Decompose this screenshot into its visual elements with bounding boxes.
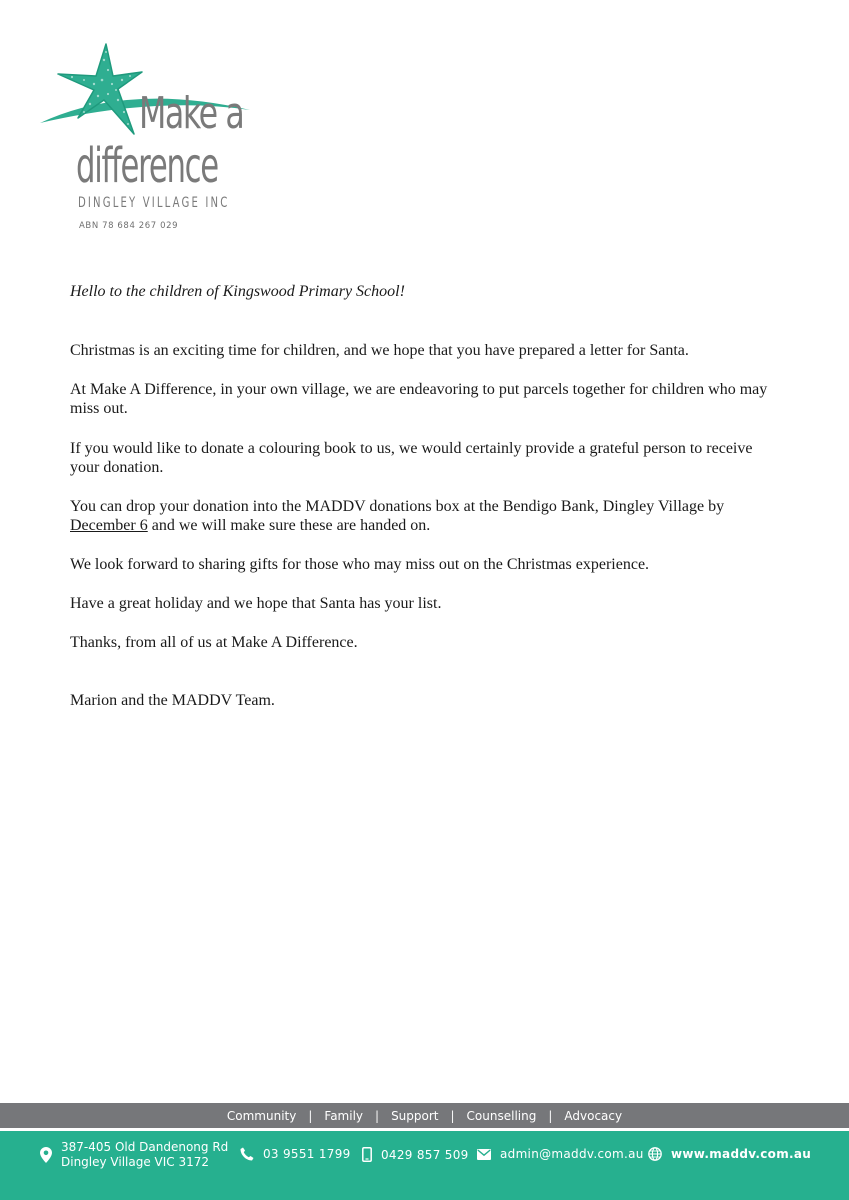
website-url: www.maddv.com.au — [671, 1147, 812, 1161]
paragraph-6: Have a great holiday and we hope that Santa has your list. — [70, 595, 442, 612]
greeting: Hello to the children of Kingswood Primary School! — [70, 283, 405, 300]
nav-separator: | — [375, 1108, 380, 1123]
mobile-number: 0429 857 509 — [381, 1147, 469, 1162]
paragraph-1: Christmas is an exciting time for children, and we hope that you have prepared a letter for Santa. — [70, 342, 689, 359]
paragraph-4 — [70, 497, 770, 535]
service-counselling: Counselling — [466, 1108, 537, 1123]
paragraph-7: Thanks, from all of us at Make A Difference. — [70, 634, 358, 651]
contact-email[interactable] — [477, 1147, 644, 1161]
paragraph-4-start: You can drop your donation into the MADDV donations box at the Bendigo Bank, Dingley Village by — [70, 498, 725, 515]
address-line-2: Dingley Village VIC 3172 — [61, 1155, 210, 1169]
nav-separator: | — [548, 1108, 553, 1123]
email-icon — [477, 1149, 491, 1160]
paragraph-5: We look forward to sharing gifts for those who may miss out on the Christmas experience. — [70, 556, 650, 573]
service-advocacy: Advocacy — [564, 1108, 623, 1123]
contact-phone[interactable] — [240, 1147, 351, 1161]
paragraph-4-end: and we will make sure these are handed on. — [147, 517, 431, 534]
footer-services-bar — [0, 1103, 849, 1128]
services-list — [0, 1103, 849, 1128]
organisation-logo — [38, 40, 253, 235]
email-address: admin@maddv.com.au — [500, 1147, 644, 1161]
nav-separator: | — [308, 1108, 313, 1123]
letter-body — [70, 282, 770, 710]
donation-deadline: December 6 — [70, 517, 148, 534]
logo-text-difference: difference — [76, 138, 218, 194]
logo-text-make-a: Make a — [139, 88, 244, 139]
phone-number: 03 9551 1799 — [263, 1147, 351, 1161]
mobile-phone-icon — [362, 1147, 372, 1162]
abn-number: ABN 78 684 267 029 — [79, 221, 179, 231]
address-line-1: 387-405 Old Dandenong Rd — [61, 1140, 229, 1154]
service-community: Community — [226, 1108, 297, 1123]
paragraph-2: At Make A Difference, in your own village, we are endeavoring to put parcels together for children who may miss out. — [70, 381, 768, 417]
location-pin-icon — [40, 1147, 52, 1163]
signoff: Marion and the MADDV Team. — [70, 692, 275, 709]
service-support: Support — [391, 1108, 439, 1123]
phone-icon — [240, 1147, 254, 1161]
footer-contact-bar — [0, 1131, 849, 1200]
nav-separator: | — [450, 1108, 455, 1123]
contact-mobile[interactable] — [362, 1147, 469, 1162]
contact-website[interactable] — [648, 1147, 811, 1161]
paragraph-3: If you would like to donate a colouring book to us, we would certainly provide a grateful person to receive your donation. — [70, 440, 753, 476]
service-family: Family — [324, 1108, 364, 1123]
globe-icon — [648, 1147, 662, 1161]
logo-text-dingley-village: DINGLEY VILLAGE INC — [78, 195, 230, 211]
contact-address — [40, 1140, 228, 1170]
